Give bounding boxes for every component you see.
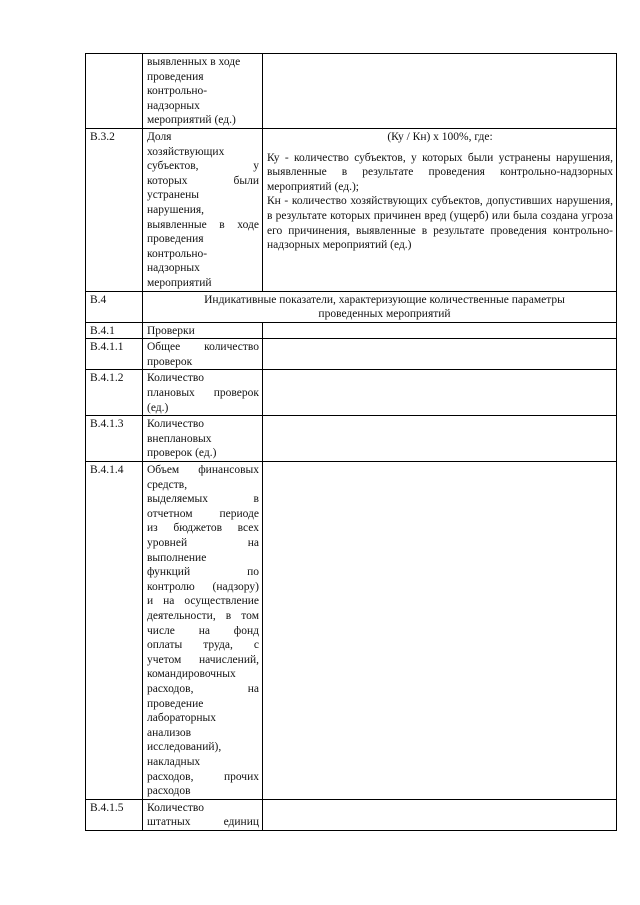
row-description bbox=[263, 339, 617, 370]
row-name bbox=[143, 462, 263, 800]
table-row bbox=[86, 54, 617, 129]
name-line: Количество bbox=[147, 372, 204, 385]
name-line: средств, bbox=[147, 478, 188, 491]
name-line: проверок bbox=[147, 355, 193, 368]
row-code: В.3.2 bbox=[86, 128, 143, 291]
name-line: расходов, прочих bbox=[147, 770, 259, 783]
name-line: функций по bbox=[147, 566, 259, 579]
row-code: В.4.1.1 bbox=[86, 339, 143, 370]
name-line: проведения bbox=[147, 70, 204, 83]
name-line: нарушения, bbox=[147, 203, 205, 216]
name-line: выявленных в ходе bbox=[147, 56, 241, 68]
row-description bbox=[263, 322, 617, 339]
name-line: уровней на bbox=[147, 537, 259, 549]
name-line: устранены bbox=[147, 189, 200, 202]
row-code: В.4.1.2 bbox=[86, 370, 143, 416]
table-row bbox=[86, 799, 617, 830]
name-line: Количество bbox=[147, 801, 204, 814]
name-line: расходов, на bbox=[147, 682, 259, 695]
name-line: (ед.) bbox=[147, 401, 169, 414]
table-row bbox=[86, 416, 617, 462]
row-name: Проверки bbox=[143, 322, 263, 339]
table-row bbox=[86, 322, 617, 339]
row-code: В.4.1 bbox=[86, 322, 143, 339]
section-heading: Индикативные показатели, характеризующие количественные параметры проведенных мероприятий bbox=[143, 291, 617, 322]
name-line: мероприятий bbox=[147, 276, 212, 289]
table-row bbox=[86, 128, 617, 291]
formula: (Ку / Кн) x 100%, где: bbox=[387, 130, 493, 143]
table-row bbox=[86, 291, 617, 322]
name-line: штатных единиц bbox=[147, 816, 259, 829]
row-name bbox=[143, 370, 263, 416]
definition-kn: Кн - количество хозяйствующих субъектов, допустивших нарушения, в результате которых причинен вред (ущерб) или была создана угроза его причинения, выявленные в результате проведения контрольно-надзорных мероприятий (ед.) bbox=[267, 195, 613, 252]
indicators-table bbox=[85, 53, 617, 831]
name-line: лабораторных bbox=[147, 712, 217, 725]
name-line: расходов bbox=[147, 785, 191, 798]
name-line: субъектов, у bbox=[147, 160, 259, 173]
name-line: выполнение bbox=[147, 551, 207, 564]
name-line: контролю (надзору) bbox=[147, 580, 259, 593]
row-description bbox=[263, 799, 617, 830]
row-name bbox=[143, 339, 263, 370]
name-line: хозяйствующих bbox=[147, 145, 225, 158]
name-line: выявленные в ходе bbox=[147, 218, 259, 231]
row-code: В.4.1.5 bbox=[86, 799, 143, 830]
name-line: отчетном периоде bbox=[147, 507, 259, 520]
row-description bbox=[263, 128, 617, 291]
name-line: деятельности, в том bbox=[147, 609, 259, 622]
name-line: командировочных bbox=[147, 668, 236, 681]
name-line: из бюджетов всех bbox=[147, 522, 259, 535]
row-code: В.4 bbox=[86, 291, 143, 322]
name-line: проведения bbox=[147, 233, 204, 246]
definition-ky: Ку - количество субъектов, у которых были устранены нарушения, выявленные в результате проведения контрольно-надзорных мероприятий (ед.); bbox=[267, 151, 613, 193]
name-line: мероприятий (ед.) bbox=[147, 114, 236, 127]
row-code bbox=[86, 54, 143, 129]
row-name bbox=[143, 416, 263, 462]
name-line: проверок (ед.) bbox=[147, 447, 217, 460]
name-line: проведение bbox=[147, 697, 204, 710]
row-name bbox=[143, 799, 263, 830]
row-description bbox=[263, 370, 617, 416]
name-line: анализов bbox=[147, 726, 192, 739]
name-line: учетом начислений, bbox=[147, 653, 259, 666]
name-line: плановых проверок bbox=[147, 387, 259, 400]
row-name bbox=[143, 54, 263, 129]
name-line: контрольно- bbox=[147, 247, 208, 260]
name-line: Объем финансовых bbox=[147, 464, 259, 477]
row-description bbox=[263, 462, 617, 800]
name-line: Общее количество bbox=[147, 341, 259, 354]
row-code: В.4.1.4 bbox=[86, 462, 143, 800]
name-line: которых были bbox=[147, 174, 259, 187]
row-description bbox=[263, 54, 617, 129]
name-line: исследований), bbox=[147, 741, 222, 754]
table-row bbox=[86, 370, 617, 416]
name-line: Количество bbox=[147, 418, 204, 431]
name-line: Доля bbox=[147, 130, 172, 143]
table-row bbox=[86, 462, 617, 800]
row-code: В.4.1.3 bbox=[86, 416, 143, 462]
table-row bbox=[86, 339, 617, 370]
name-line: внеплановых bbox=[147, 432, 212, 445]
name-line: накладных bbox=[147, 755, 201, 768]
name-line: числе на фонд bbox=[147, 624, 259, 637]
name-line: выделяемых в bbox=[147, 493, 259, 506]
row-description bbox=[263, 416, 617, 462]
name-line: надзорных bbox=[147, 99, 200, 112]
name-line: контрольно- bbox=[147, 85, 208, 98]
name-line: оплаты труда, с bbox=[147, 639, 259, 652]
name-line: надзорных bbox=[147, 262, 200, 275]
row-name bbox=[143, 128, 263, 291]
name-line: и на осуществление bbox=[147, 595, 259, 608]
